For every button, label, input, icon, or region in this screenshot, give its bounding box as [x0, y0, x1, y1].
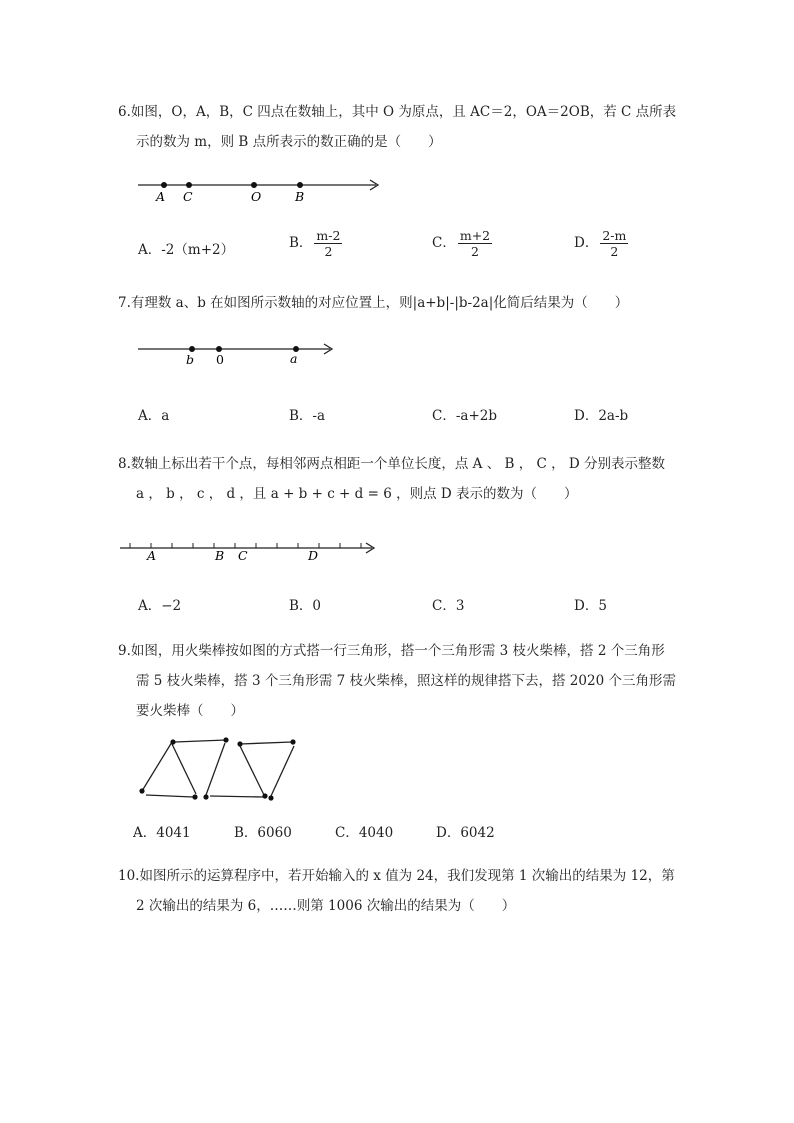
question-9-line-3: 要火柴棒（ ）	[136, 703, 244, 719]
question-9	[118, 636, 688, 726]
q7-option-b: B．-a	[289, 408, 326, 424]
q6-option-a: A．-2（m+2）	[138, 242, 235, 258]
point-c	[186, 182, 192, 188]
question-7	[118, 288, 688, 318]
option-letter: C．	[432, 235, 456, 251]
q9-option-a: A．4041	[133, 825, 191, 841]
label-b: b	[186, 352, 195, 367]
number-line-figure-6	[130, 172, 390, 208]
point-o	[251, 182, 257, 188]
question-8	[118, 449, 688, 509]
matchsticks	[142, 740, 294, 797]
question-7-line-1: 7.有理数 a、b 在如图所示数轴的对应位置上，则|a+b|-|b-2a|化简后结果为（ ）	[118, 295, 629, 311]
question-9-line-2: 需 5 枝火柴棒，搭 3 个三角形需 7 枝火柴棒，照这样的规律搭下去，搭 2020 个三角形需	[136, 673, 676, 689]
numerator: m-2	[316, 228, 341, 243]
point-a	[161, 182, 167, 188]
point-b	[297, 182, 303, 188]
label-d: D	[308, 548, 319, 563]
label-a: a	[290, 351, 298, 366]
option-letter: D．	[574, 235, 599, 251]
q9-option-c: C．4040	[335, 825, 394, 841]
q8-option-c: C．3	[432, 598, 465, 614]
question-6	[118, 97, 688, 157]
match-heads	[139, 737, 295, 800]
q6-option-c	[432, 228, 492, 259]
number-line-figure-7	[130, 338, 340, 372]
numerator: m+2	[459, 228, 491, 243]
fraction	[458, 228, 492, 259]
q7-option-d: D．2a-b	[574, 408, 629, 424]
numerator: 2-m	[602, 228, 627, 243]
fraction	[600, 228, 628, 259]
label-a: A	[156, 189, 166, 204]
q6-option-d	[574, 228, 628, 259]
question-8-line-1: 8.数轴上标出若干个点，每相邻两点相距一个单位长度，点 A 、 B ， C ， D 分别表示整数	[118, 456, 666, 472]
label-b: B	[295, 189, 305, 204]
denominator: 2	[610, 244, 619, 259]
question-6-line-1: 6.如图，O，A，B，C 四点在数轴上，其中 O 为原点，且 AC＝2，OA＝2OB，若 C 点所表	[118, 104, 677, 120]
matchstick-triangles-figure	[130, 734, 310, 806]
number-line-figure-8	[118, 536, 380, 568]
q9-option-d: D．6042	[436, 825, 495, 841]
label-a: A	[147, 548, 157, 563]
question-10	[118, 861, 688, 921]
label-o: O	[251, 189, 262, 204]
label-c: C	[183, 189, 193, 204]
fraction	[314, 228, 342, 259]
denominator: 2	[471, 244, 479, 259]
q8-option-d: D．5	[574, 598, 607, 614]
question-10-line-1: 10.如图所示的运算程序中，若开始输入的 x 值为 24，我们发现第 1 次输出的结果为 12，第	[118, 868, 675, 884]
label-c: C	[238, 548, 248, 563]
q7-option-c: C．-a+2b	[432, 408, 497, 424]
q8-option-b: B．0	[289, 598, 322, 614]
question-10-line-2: 2 次输出的结果为 6，……则第 1006 次输出的结果为（ ）	[136, 898, 516, 914]
q9-option-b: B．6060	[234, 825, 292, 841]
label-zero: 0	[216, 352, 224, 367]
question-6-line-2: 示的数为 m，则 B 点所表示的数正确的是（ ）	[136, 134, 442, 150]
question-8-line-2: a ， b ， c ， d ，且 a + b + c + d = 6 ，则点 D 表示的数为（ ）	[136, 486, 578, 502]
q6-option-b	[289, 228, 342, 259]
question-9-line-1: 9.如图，用火柴棒按如图的方式搭一行三角形，搭一个三角形需 3 枝火柴棒，搭 2 个三角形	[118, 643, 665, 659]
denominator: 2	[324, 244, 333, 259]
label-b: B	[215, 548, 225, 563]
option-letter: B．	[289, 235, 313, 251]
q8-option-a: A．−2	[138, 598, 182, 614]
q7-option-a: A．a	[138, 408, 170, 424]
